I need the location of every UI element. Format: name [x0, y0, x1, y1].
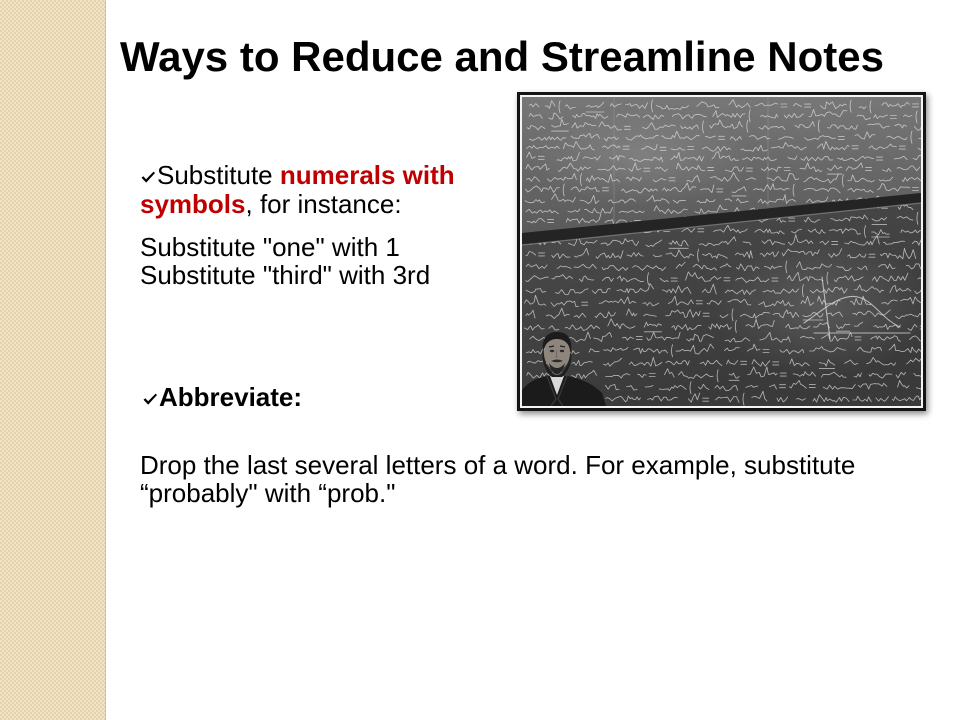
bullet-1-line-2 — [140, 190, 402, 218]
bullet-2-label: Abbreviate: — [159, 382, 303, 412]
person-eye — [550, 350, 554, 352]
chalkboard-photo-image — [522, 97, 921, 406]
check-icon-graphic — [142, 391, 158, 407]
example-line-1: Substitute "one" with 1 — [140, 232, 400, 262]
check-icon — [142, 391, 158, 407]
bullet-1-emphasis-part-1: numerals with — [279, 160, 455, 190]
example-line-2: Substitute "third" with 3rd — [140, 260, 431, 290]
bullet-1-line-1 — [140, 161, 455, 189]
explanation-line-1: Drop the last several letters of a word. For example, substitute — [140, 450, 856, 480]
person-eye — [560, 350, 564, 352]
check-icon-graphic — [140, 169, 156, 185]
decorative-side-stripe — [0, 0, 106, 720]
bullet-1-emphasis-part-2: symbols — [140, 189, 246, 219]
slide-title: Ways to Reduce and Streamline Notes — [120, 33, 884, 80]
check-icon — [140, 169, 156, 185]
explanation-line-2: “probably" with “prob." — [140, 478, 396, 508]
bullet-1-suffix: , for instance: — [245, 189, 402, 219]
bullet-2-line — [142, 383, 302, 411]
chalkboard-photo — [517, 92, 926, 411]
bullet-1-prefix: Substitute — [157, 160, 280, 190]
